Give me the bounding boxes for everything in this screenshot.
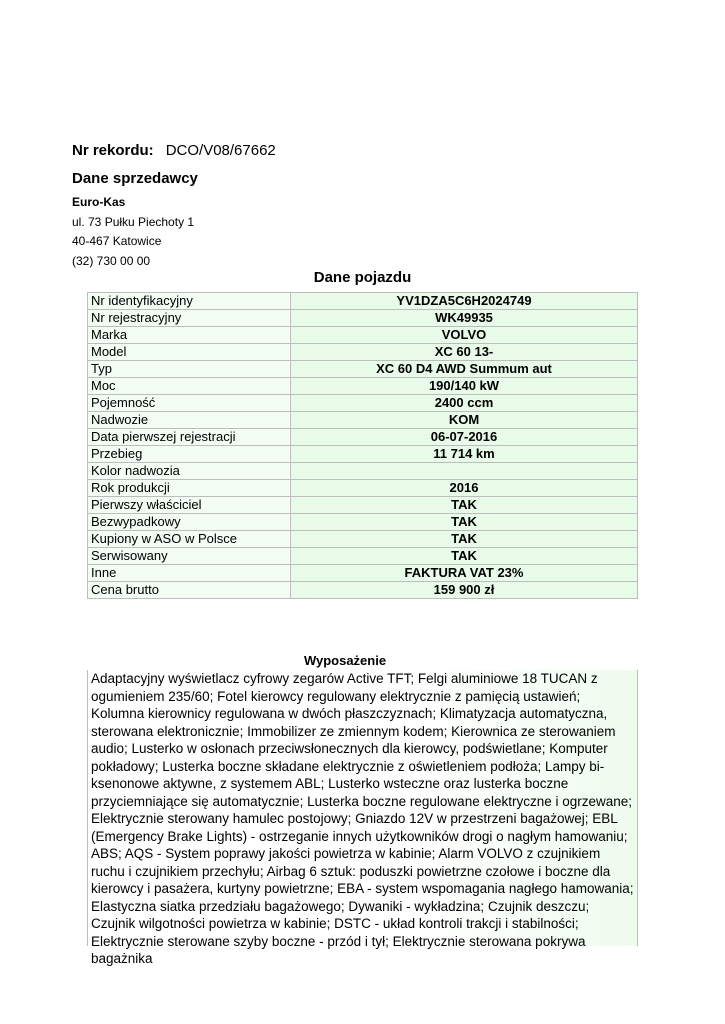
record-value: DCO/V08/67662 bbox=[165, 142, 276, 159]
vehicle-heading: Dane pojazdu bbox=[313, 269, 412, 286]
table-row bbox=[88, 327, 638, 344]
seller-name: Euro-Kas bbox=[72, 195, 126, 209]
table-row bbox=[88, 514, 638, 531]
table-row bbox=[88, 565, 638, 582]
table-row bbox=[88, 548, 638, 565]
row-value: YV1DZA5C6H2024749 bbox=[291, 293, 638, 310]
table-row bbox=[88, 361, 638, 378]
row-label: Data pierwszej rejestracji bbox=[88, 429, 291, 446]
row-label: Inne bbox=[88, 565, 291, 582]
row-value: TAK bbox=[291, 514, 638, 531]
record-number bbox=[72, 142, 276, 159]
table-row bbox=[88, 497, 638, 514]
row-value: 06-07-2016 bbox=[291, 429, 638, 446]
record-label: Nr rekordu: bbox=[72, 142, 154, 159]
row-label: Bezwypadkowy bbox=[88, 514, 291, 531]
table-row bbox=[88, 463, 638, 480]
row-value: XC 60 D4 AWD Summum aut bbox=[291, 361, 638, 378]
seller-phone: (32) 730 00 00 bbox=[72, 253, 151, 268]
table-row bbox=[88, 378, 638, 395]
row-label: Marka bbox=[88, 327, 291, 344]
row-value: VOLVO bbox=[291, 327, 638, 344]
row-value: XC 60 13- bbox=[291, 344, 638, 361]
row-label: Typ bbox=[88, 361, 291, 378]
equipment-heading: Wyposażenie bbox=[303, 653, 387, 668]
row-value: 2400 ccm bbox=[291, 395, 638, 412]
row-value: TAK bbox=[291, 497, 638, 514]
row-label: Model bbox=[88, 344, 291, 361]
row-value: FAKTURA VAT 23% bbox=[291, 565, 638, 582]
table-row bbox=[88, 446, 638, 463]
table-row bbox=[88, 582, 638, 599]
row-value: 159 900 zł bbox=[291, 582, 638, 599]
row-label: Nadwozie bbox=[88, 412, 291, 429]
table-row bbox=[88, 344, 638, 361]
row-label: Nr rejestracyjny bbox=[88, 310, 291, 327]
row-value bbox=[291, 463, 638, 480]
row-label: Kolor nadwozia bbox=[88, 463, 291, 480]
row-value: TAK bbox=[291, 548, 638, 565]
seller-heading: Dane sprzedawcy bbox=[72, 170, 198, 187]
seller-street: ul. 73 Pułku Piechoty 1 bbox=[72, 214, 195, 229]
row-label: Przebieg bbox=[88, 446, 291, 463]
row-label: Pojemność bbox=[88, 395, 291, 412]
row-label: Serwisowany bbox=[88, 548, 291, 565]
row-label: Rok produkcji bbox=[88, 480, 291, 497]
row-value: 11 714 km bbox=[291, 446, 638, 463]
vehicle-table bbox=[87, 292, 638, 599]
row-value: KOM bbox=[291, 412, 638, 429]
seller-info bbox=[72, 193, 194, 271]
row-value: TAK bbox=[291, 531, 638, 548]
row-label: Pierwszy właściciel bbox=[88, 497, 291, 514]
table-row bbox=[88, 429, 638, 446]
table-row bbox=[88, 293, 638, 310]
row-label: Kupiony w ASO w Polsce bbox=[88, 531, 291, 548]
row-value: 190/140 kW bbox=[291, 378, 638, 395]
row-value: 2016 bbox=[291, 480, 638, 497]
table-row bbox=[88, 310, 638, 327]
table-row bbox=[88, 480, 638, 497]
seller-city: 40-467 Katowice bbox=[72, 234, 162, 248]
row-value: WK49935 bbox=[291, 310, 638, 327]
table-row bbox=[88, 412, 638, 429]
row-label: Nr identyfikacyjny bbox=[88, 293, 291, 310]
table-row bbox=[88, 531, 638, 548]
table-row bbox=[88, 395, 638, 412]
equipment-text: Adaptacyjny wyświetlacz cyfrowy zegarów Active TFT; Felgi aluminiowe 18 TUCAN z ogumieniem 235/60; Fotel kierowcy regulowany elektrycznie z pamięcią ustawień; Kolumna kierownicy regulowana w dwóch płaszczyznach; Klimatyzacja automatyczna, sterowana elektronicznie; Immobilizer ze zmiennym kodem; Kierownica ze sterowaniem audio; Lusterko w osłonach przeciwsłonecznych dla kierowcy, podświetlane; Komputer pokładowy; Lusterka boczne składane elektrycznie z oświetleniem podłoża; Lampy bi-ksenonowe aktywne, z systemem ABL; Lusterko wsteczne oraz lusterka boczne przyciemniające się automatycznie; Lusterka boczne regulowane elektryczne i ogrzewane; Elektrycznie sterowany hamulec postojowy; Gniazdo 12V w przestrzeni bagażowej; EBL (Emergency Brake Lights) - ostrzeganie innych użytkowników drogi o nagłym hamowaniu; ABS; AQS - System poprawy jakości powietrza w kabinie; Alarm VOLVO z czujnikiem ruchu i czujnikiem przechyłu; Airbag 6 sztuk: poduszki powietrzne czołowe i boczne dla kierowcy i pasażera, kurtyny powietrzne; EBA - system wspomagania nagłego hamowania; Elastyczna siatka przedziału bagażowego; Dywaniki - wykładzina; Czujnik deszczu; Czujnik wilgotności powietrza w kabinie; DSTC - układ kontroli trakcji i stabilności; Elektrycznie sterowane szyby boczne - przód i tył; Elektrycznie sterowana pokrywa bagażnika bbox=[87, 670, 638, 946]
row-label: Cena brutto bbox=[88, 582, 291, 599]
row-label: Moc bbox=[88, 378, 291, 395]
